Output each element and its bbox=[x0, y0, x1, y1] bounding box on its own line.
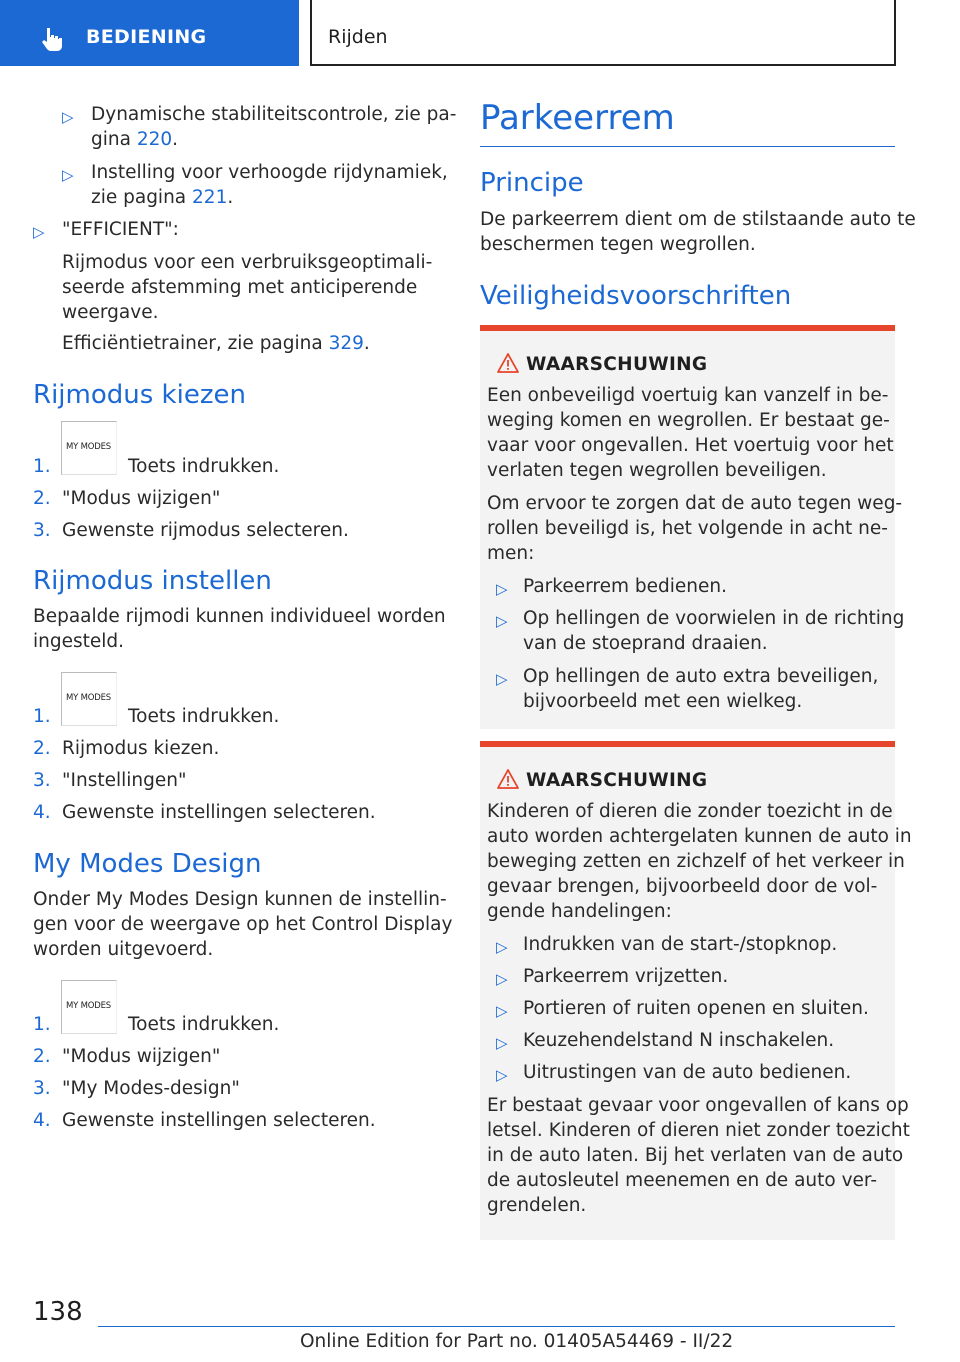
bullet-text: Op hellingen de auto extra beveiligen, bbox=[523, 666, 879, 687]
bullet-text: Uitrustingen van de auto bedienen. bbox=[523, 1062, 852, 1083]
triangle-bullet-icon: ▷ bbox=[496, 670, 508, 688]
footer-divider bbox=[98, 1326, 895, 1327]
warning-bar bbox=[480, 741, 895, 747]
chapter-header bbox=[310, 0, 896, 66]
triangle-bullet-icon: ▷ bbox=[496, 1034, 508, 1052]
paragraph-line: men: bbox=[487, 543, 535, 564]
page-number: 138 bbox=[33, 1297, 83, 1327]
triangle-bullet-icon: ▷ bbox=[496, 612, 508, 630]
triangle-bullet-icon: ▷ bbox=[62, 108, 74, 126]
page-link[interactable]: 221 bbox=[192, 187, 228, 208]
warning-box bbox=[480, 741, 912, 1240]
bullet-text: van de stoeprand draaien. bbox=[523, 633, 768, 654]
step-number: 1. bbox=[33, 706, 51, 727]
step-text: Toets indrukken. bbox=[128, 1014, 280, 1035]
bullet-text: Instelling voor verhoogde rijdynamiek, bbox=[91, 162, 448, 183]
triangle-bullet-icon: ▷ bbox=[496, 1066, 508, 1084]
bullet-text: Op hellingen de voorwielen in de richting bbox=[523, 608, 905, 629]
bullet-text: Keuzehendelstand N inschakelen. bbox=[523, 1030, 835, 1051]
step-text: Gewenste instellingen selecteren. bbox=[62, 1110, 376, 1131]
step-text: Gewenste rijmodus selecteren. bbox=[62, 520, 349, 541]
paragraph-line: rollen beveiligd is, het volgende in acht ne- bbox=[487, 518, 888, 539]
footer-edition: Online Edition for Part no. 01405A54469 - II/22 bbox=[300, 1331, 734, 1352]
paragraph-line: letsel. Kinderen of dieren niet zonder toezicht bbox=[487, 1120, 910, 1141]
warning-bar bbox=[480, 325, 895, 331]
page-title: Parkeerrem bbox=[480, 98, 675, 138]
paragraph-line: beweging zetten en zichzelf of het verkeer in bbox=[487, 851, 905, 872]
paragraph-line: in de auto laten. Bij het verlaten van de auto bbox=[487, 1145, 904, 1166]
bullet-text: Dynamische stabiliteitscontrole, zie pa- bbox=[91, 104, 457, 125]
section-heading: My Modes Design bbox=[33, 849, 262, 879]
bullet-text: Portieren of ruiten openen en sluiten. bbox=[523, 998, 869, 1019]
warning-triangle-icon bbox=[497, 769, 519, 789]
paragraph-line: Bepaalde rijmodi kunnen individueel worden bbox=[33, 606, 446, 627]
paragraph-line: gen voor de weergave op het Control Display bbox=[33, 914, 453, 935]
step-number: 4. bbox=[33, 802, 51, 823]
step-text: "Modus wijzigen" bbox=[62, 1046, 221, 1067]
bullet-text: Parkeerrem vrijzetten. bbox=[523, 966, 729, 987]
paragraph-line: Om ervoor te zorgen dat de auto tegen weg- bbox=[487, 493, 903, 514]
section-heading: Rijmodus kiezen bbox=[33, 380, 246, 410]
step-number: 4. bbox=[33, 1110, 51, 1131]
step-number: 1. bbox=[33, 456, 51, 477]
step-text: Toets indrukken. bbox=[128, 706, 280, 727]
page-link[interactable]: 220 bbox=[136, 129, 173, 150]
bullet-text: bijvoorbeeld met een wielkeg. bbox=[523, 691, 803, 712]
paragraph-line: Onder My Modes Design kunnen de instellin- bbox=[33, 889, 447, 910]
chapter-title: Rijden bbox=[328, 26, 388, 48]
section-heading: Rijmodus instellen bbox=[33, 566, 272, 596]
section-tab[interactable] bbox=[0, 0, 299, 66]
step-number: 3. bbox=[33, 770, 51, 791]
step-text: "Modus wijzigen" bbox=[62, 488, 221, 509]
paragraph-line: De parkeerrem dient om de stilstaande auto te bbox=[480, 209, 916, 230]
title-divider bbox=[480, 146, 895, 147]
step-text: Rijmodus kiezen. bbox=[62, 738, 220, 759]
paragraph-line: weging komen en wegrollen. Er bestaat ge- bbox=[487, 410, 890, 431]
paragraph-line: Rijmodus voor een verbruiksgeoptimali- bbox=[62, 252, 433, 273]
triangle-bullet-icon: ▷ bbox=[496, 1002, 508, 1020]
hand-pointer-icon bbox=[40, 26, 64, 52]
bullet-text: zie pagina 221. bbox=[91, 187, 234, 208]
triangle-bullet-icon: ▷ bbox=[62, 166, 74, 184]
step-number: 1. bbox=[33, 1014, 51, 1035]
my-modes-key-image: MY MODES bbox=[61, 672, 117, 726]
warning-title: WAARSCHUWING bbox=[526, 770, 708, 791]
my-modes-key-image: MY MODES bbox=[61, 980, 117, 1034]
bullet-text: gina 220. bbox=[91, 129, 179, 150]
triangle-bullet-icon: ▷ bbox=[496, 580, 508, 598]
paragraph-line: Er bestaat gevaar voor ongevallen of kans op bbox=[487, 1095, 909, 1116]
warning-box bbox=[480, 325, 905, 729]
paragraph-line: ingesteld. bbox=[33, 631, 125, 652]
bullet-text: Indrukken van de start-/stopknop. bbox=[523, 934, 838, 955]
paragraph-line: Kinderen of dieren die zonder toezicht in de bbox=[487, 801, 893, 822]
step-text: Toets indrukken. bbox=[128, 456, 280, 477]
paragraph-line: Een onbeveiligd voertuig kan vanzelf in be- bbox=[487, 385, 889, 406]
paragraph-line: seerde afstemming met anticiperende bbox=[62, 277, 418, 298]
step-number: 2. bbox=[33, 1046, 51, 1067]
step-text: "My Modes-design" bbox=[62, 1078, 240, 1099]
triangle-bullet-icon: ▷ bbox=[496, 970, 508, 988]
triangle-bullet-icon: ▷ bbox=[33, 223, 45, 241]
step-text: "Instellingen" bbox=[62, 770, 187, 791]
paragraph-line: de autosleutel meenemen en de auto ver- bbox=[487, 1170, 878, 1191]
triangle-bullet-icon: ▷ bbox=[496, 938, 508, 956]
section-heading: Veiligheidsvoorschriften bbox=[480, 281, 792, 311]
step-number: 2. bbox=[33, 738, 51, 759]
section-label: BEDIENING bbox=[86, 26, 207, 48]
paragraph-line: gevaar brengen, bijvoorbeeld door de vol- bbox=[487, 876, 878, 897]
bullet-text: Parkeerrem bedienen. bbox=[523, 576, 727, 597]
paragraph-line: worden uitgevoerd. bbox=[33, 939, 214, 960]
warning-title: WAARSCHUWING bbox=[526, 354, 708, 375]
page-link[interactable]: 329 bbox=[328, 333, 364, 354]
paragraph-line: vaar voor ongevallen. Het voertuig voor het bbox=[487, 435, 894, 456]
step-number: 3. bbox=[33, 520, 51, 541]
step-text: Gewenste instellingen selecteren. bbox=[62, 802, 376, 823]
paragraph-line: beschermen tegen wegrollen. bbox=[480, 234, 756, 255]
my-modes-key-image: MY MODES bbox=[61, 421, 117, 475]
warning-triangle-icon bbox=[497, 353, 519, 373]
paragraph-line: verlaten tegen wegrollen beveiligen. bbox=[487, 460, 827, 481]
step-number: 2. bbox=[33, 488, 51, 509]
step-number: 3. bbox=[33, 1078, 51, 1099]
paragraph-line: auto worden achtergelaten kunnen de auto in bbox=[487, 826, 912, 847]
section-heading: Principe bbox=[480, 168, 584, 198]
paragraph-line: Efficiëntietrainer, zie pagina 329. bbox=[62, 333, 370, 354]
paragraph-line: grendelen. bbox=[487, 1195, 587, 1216]
bullet-text: "EFFICIENT": bbox=[62, 219, 179, 240]
paragraph-line: weergave. bbox=[62, 302, 159, 323]
paragraph-line: gende handelingen: bbox=[487, 901, 672, 922]
